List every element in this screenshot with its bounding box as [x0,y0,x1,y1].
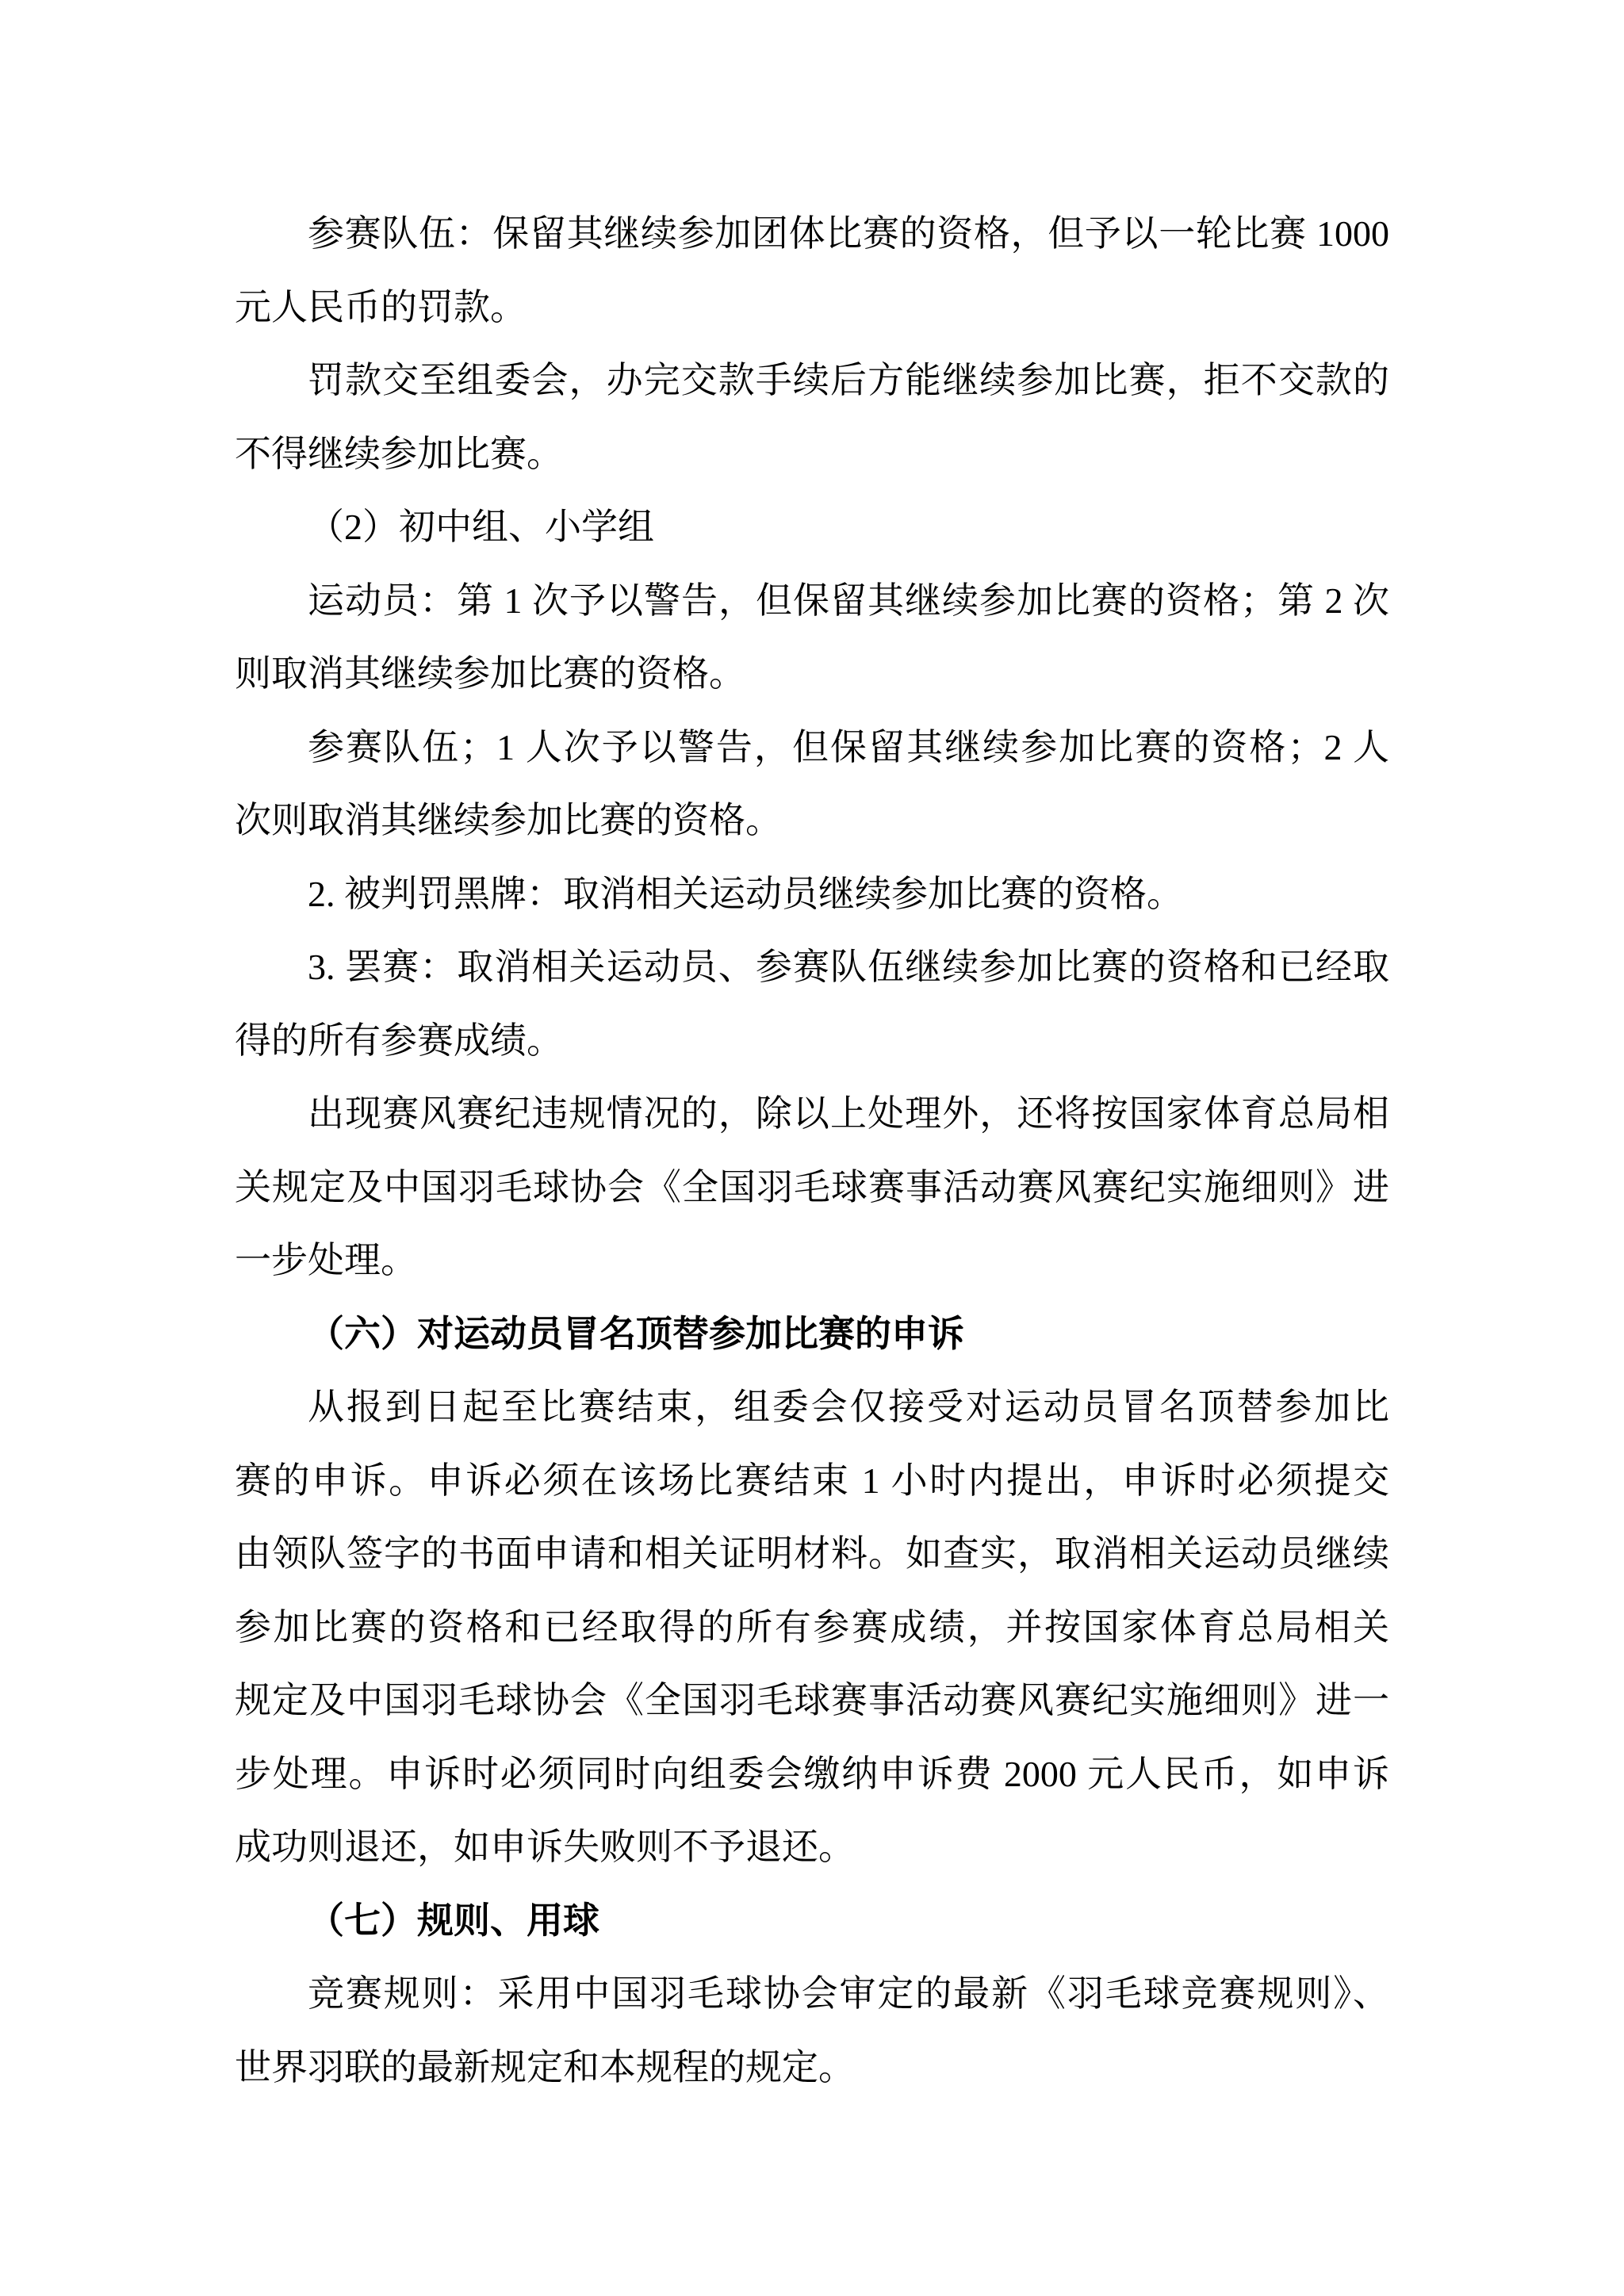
text-line: 关规定及中国羽毛球协会《全国羽毛球赛事活动赛风赛纪实施细则》进 [235,1166,1389,1207]
text-line: 成功则退还，如申诉失败则不予退还。 [235,1827,855,1867]
text-line: 2. 被判罚黑牌：取消相关运动员继续参加比赛的资格。 [308,873,1183,914]
section-heading: （七）规则、用球 [308,1900,599,1941]
text-line: 出现赛风赛纪违规情况的，除以上处理外，还将按国家体育总局相 [308,1093,1389,1134]
document-body [235,197,1389,2104]
text-line: 从报到日起至比赛结束，组委会仅接受对运动员冒名顶替参加比 [308,1387,1389,1427]
text-line: 得的所有参赛成绩。 [235,1020,563,1061]
text-line: 运动员：第 1 次予以警告，但保留其继续参加比赛的资格；第 2 次 [308,580,1389,621]
text-line: 参加比赛的资格和已经取得的所有参赛成绩，并按国家体育总局相关 [235,1606,1389,1647]
text-line: 不得继续参加比赛。 [235,433,563,474]
list-item-heading: （2）初中组、小学组 [308,507,654,547]
text-line: 次则取消其继续参加比赛的资格。 [235,800,782,840]
text-line: 规定及中国羽毛球协会《全国羽毛球赛事活动赛风赛纪实施细则》进一 [235,1680,1389,1720]
text-line: 一步处理。 [235,1240,417,1280]
text-line: 竞赛规则：采用中国羽毛球协会审定的最新《羽毛球竞赛规则》、 [308,1973,1389,2014]
text-line: 赛的申诉。申诉必须在该场比赛结束 1 小时内提出，申诉时必须提交 [235,1460,1389,1501]
text-line: 则取消其继续参加比赛的资格。 [235,653,745,694]
text-line: 由领队签字的书面申请和相关证明材料。如查实，取消相关运动员继续 [235,1533,1389,1574]
text-line: 罚款交至组委会，办完交款手续后方能继续参加比赛，拒不交款的 [308,360,1389,400]
text-line: 步处理。申诉时必须同时向组委会缴纳申诉费 2000 元人民币，如申诉 [235,1753,1389,1794]
text-line: 世界羽联的最新规定和本规程的规定。 [235,2046,855,2087]
text-line: 参赛队伍；1 人次予以警告，但保留其继续参加比赛的资格；2 人 [308,726,1389,767]
text-line: 3. 罢赛：取消相关运动员、参赛队伍继续参加比赛的资格和已经取 [308,947,1389,987]
text-line: 元人民币的罚款。 [235,286,527,327]
text-line: 参赛队伍：保留其继续参加团体比赛的资格，但予以一轮比赛 1000 [308,213,1389,254]
section-heading: （六）对运动员冒名顶替参加比赛的申诉 [308,1313,964,1354]
